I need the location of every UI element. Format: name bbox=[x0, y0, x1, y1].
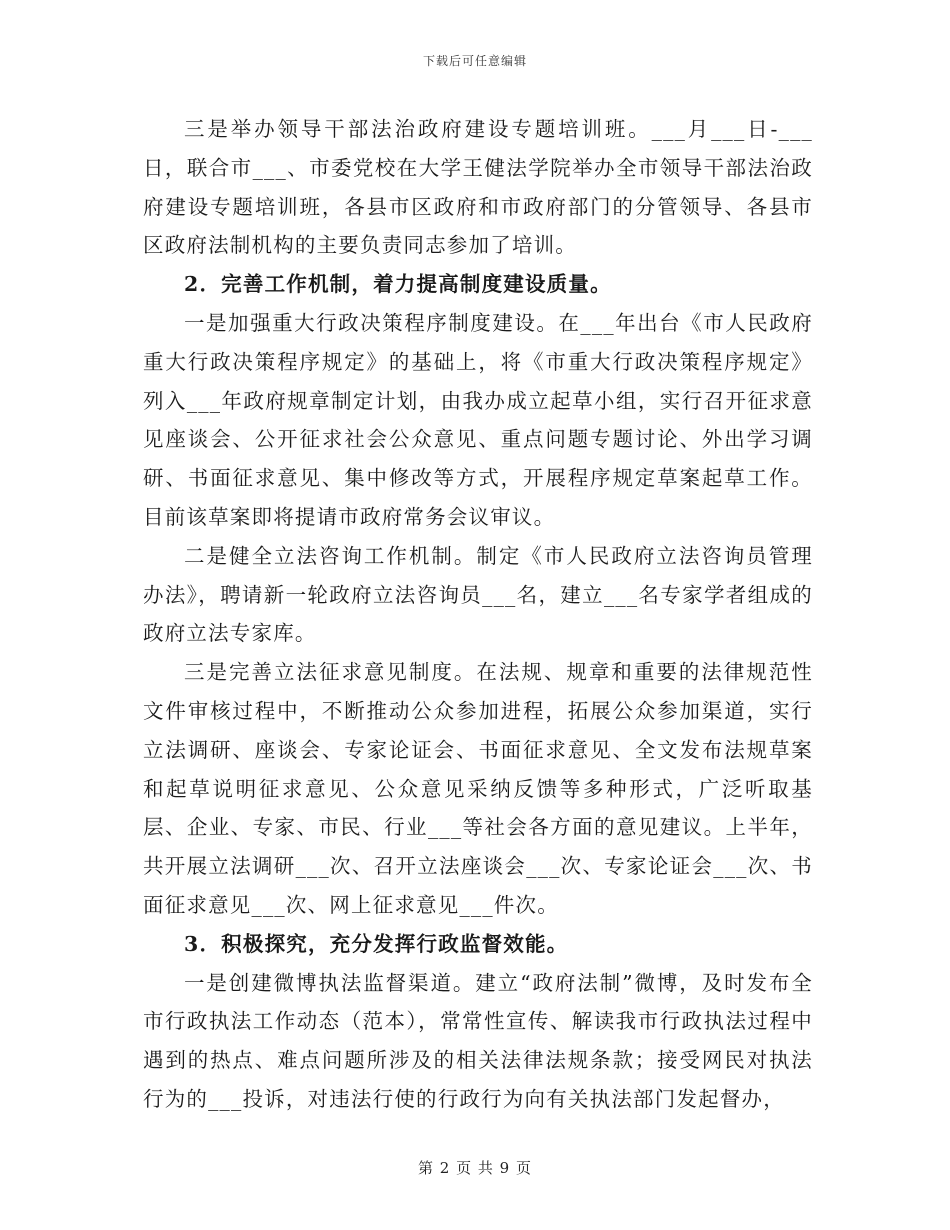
page-number-footer: 第 2 页 共 9 页 bbox=[418, 1159, 532, 1177]
paragraph-decision-procedure: 一是加强重大行政决策程序制度建设。在___年出台《市人民政府重大行政决策程序规定》的基础上，将《市重大行政决策程序规定》列入___年政府规章制定计划，由我办成立起草小组，实行召开征求意见座谈会、公开征求社会公众意见、重点问题专题讨论、外出学习调研、书面征求意见、集中修改等方式，开展程序规定草案起草工作。目前该草案即将提请市政府常务会议审议。 bbox=[143, 310, 813, 529]
document-body bbox=[143, 110, 813, 1119]
paragraph-legislative-consultation: 二是健全立法咨询工作机制。制定《市人民政府立法咨询员管理办法》，聘请新一轮政府立法咨询员___名，建立___名专家学者组成的政府立法专家库。 bbox=[143, 543, 813, 646]
paragraph-opinion-solicitation: 三是完善立法征求意见制度。在法规、规章和重要的法律规范性文件审核过程中，不断推动公众参加进程，拓展公众参加渠道，实行立法调研、座谈会、专家论证会、书面征求意见、全文发布法规草案和起草说明征求意见、公众意见采纳反馈等多种形式，广泛听取基层、企业、专家、市民、行业___等社会各方面的意见建议。上半年，共开展立法调研___次、召开立法座谈会___次、专家论证会___次、书面征求意见___次、网上征求意见___件次。 bbox=[143, 660, 813, 917]
section-heading-work-mechanism: 2．完善工作机制，着力提高制度建设质量。 bbox=[184, 272, 612, 297]
download-edit-note: 下载后可任意编辑 bbox=[422, 54, 527, 68]
paragraph-training-class: 三是举办领导干部法治政府建设专题培训班。___月___日-___日，联合市___、市委党校在大学王健法学院举办全市领导干部法治政府建设专题培训班，各县市区政府和市政府部门的分管领导、各县市区政府法制机构的主要负责同志参加了培训。 bbox=[143, 117, 813, 258]
paragraph-weibo-supervision: 一是创建微博执法监督渠道。建立“政府法制”微博，及时发布全市行政执法工作动态（范本），常常性宣传、解读我市行政执法过程中遇到的热点、难点问题所涉及的相关法律法规条款；接受网民对执法行为的___投诉，对违法行使的行政行为向有关执法部门发起督办， bbox=[143, 970, 813, 1111]
section-heading-supervision: 3．积极探究，充分发挥行政监督效能。 bbox=[184, 931, 569, 956]
